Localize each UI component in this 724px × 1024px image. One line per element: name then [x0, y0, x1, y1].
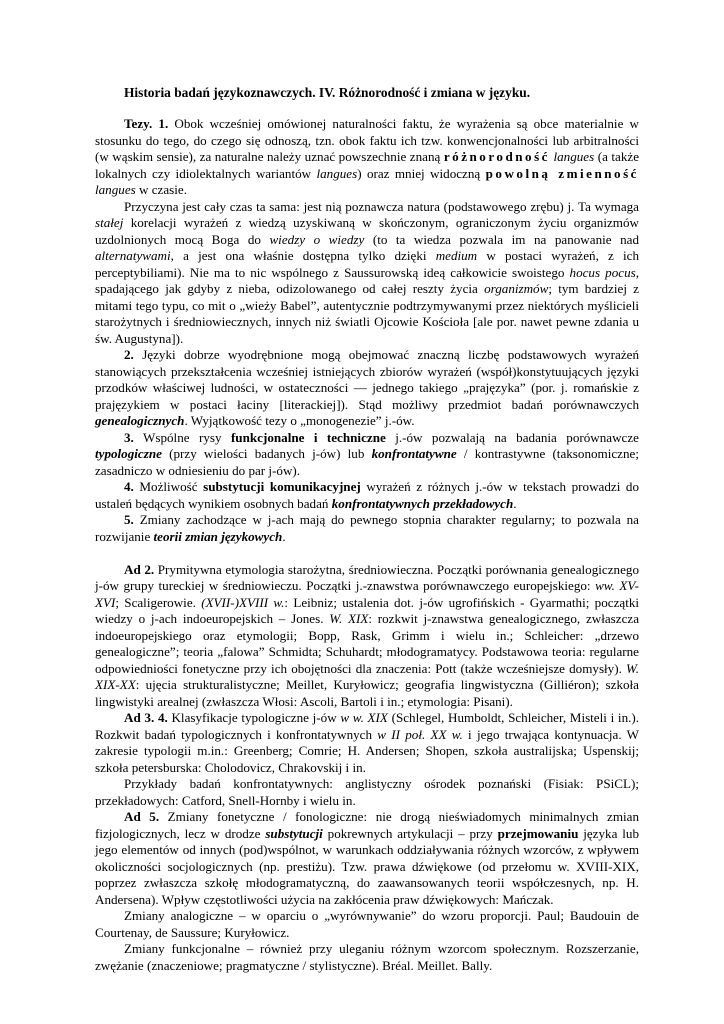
paragraph-functional-changes: Zmiany funkcjonalne – również przy uleganiu różnym wzorcom społecznym. Rozszerzanie, zwężanie (znaczeniowe; pragmatyczne / stylistyczne). Bréal. Meillet. Bally.	[95, 941, 639, 973]
paragraph-analogical-changes: Zmiany analogiczne – w oparciu o „wyrównywanie” do wzoru proporcji. Paul; Baudouin de Courtenay, de Saussure; Kuryłowicz.	[95, 908, 639, 940]
paragraph-thesis-1: Tezy. 1. Obok wcześniej omówionej naturalności faktu, że wyrażenia są obce materialnie w stosunku do tego, do czego się odnoszą, tzn. obok faktu ich tzw. konwencjonalności lub arbitralności (w wąskim sensie), za naturalne należy uznać powszechnie znaną różnorodność langues (a także lokalnych czy idiolektalnych wariantów langues) oraz mniej widoczną powolną zmienność langues w czasie.	[95, 116, 640, 197]
paragraph-ad-2: Ad 2. Prymitywna etymologia starożytna, średniowieczna. Początki porównania genealogicznego j-ów grupy tureckiej w średniowieczu. Początki j.-znawstwa porównawczego europejskiego: ww. XV-XVI; Scaligerowie. (XVII-)XVIII w.: Leibniz; ustalenia dot. j-ów ugrofińskich - Gyarmathi; początki wiedzy o j-ach indoeuropejskich – Jones. W. XIX: rozkwit j-znawstwa genealogicznego, zwłaszcza indoeuropejskiego oraz etymologii; Bopp, Rask, Grimm i wielu in.; Schleicher: „drzewo genealogiczne”; teoria „falowa” Schmidta; Schuhardt; młodogramatycy. Podstawowa teoria: regularne odpowiedniości fonetyczne przy ich obojętności dla znaczenia: Pott (także wcześniejsze domysły). W. XIX-XX: ujęcia strukturalistyczne; Meillet, Kuryłowicz; geografia lingwistyczna (Gilliéron); szkoła lingwistyki arealnej (zwłaszcza Włosi: Ascoli, Bartoli i in.; etymologia: Pisani).	[95, 561, 640, 709]
paragraph-cause: Przyczyna jest cały czas ta sama: jest nią poznawcza natura (podstawowego zrębu) j. Ta wymaga stałej korelacji wyrażeń z wiedzą uzyskiwaną w skończonym, ograniczonym życiu organizmów uzdolnionych mocą Boga do wiedzy o wiedzy (to ta wiedza pozwala im na panowanie nad alternatywami, a jest ona właśnie dostępna tylko dzięki medium w postaci wyrażeń, z ich perceptybiliami). Nie ma to nic wspólnego z Saussurowską ideą całkowicie swoistego hocus pocus, spadającego jak gdyby z nieba, odizolowanego od całej reszty życia organizmów; tym bardziej z mitami tego typu, co mit o „wieży Babel”, autentycznie podtrzymywanymi przez niektórych myślicieli starożytnych i średniowiecznych, innych niż światli Ojcowie Kościoła [ale por. nawet pewne zdania u św. Augustyna]).	[95, 198, 640, 346]
document-body	[95, 116, 639, 974]
paragraph-thesis-4: 4. Możliwość substytucji komunikacyjnej wyrażeń z różnych j.-ów w tekstach prowadzi do ustaleń będących wynikiem osobnych badań konfrontatywnych przekładowych.	[95, 479, 639, 511]
document-title: Historia badań językoznawczych. IV. Różnorodność i zmiana w języku.	[124, 85, 531, 100]
paragraph-thesis-5: 5. Zmiany zachodzące w j-ach mają do pewnego stopnia charakter regularny; to pozwala na rozwijanie teorii zmian językowych.	[95, 512, 639, 544]
paragraph-thesis-3: 3. Wspólne rysy funkcjonalne i techniczne j.-ów pozwalają na badania porównawcze typologiczne (przy wielości badanych j-ów) lub konfrontatywne / kontrastywne (taksonomiczne; zasadniczo w odniesieniu do par j-ów).	[95, 429, 639, 478]
paragraph-thesis-2: 2. Języki dobrze wyodrębnione mogą obejmować znaczną liczbę podstawowych wyrażeń stanowiących przekształcenia wcześniej istniejących zbiorów wyrażeń (współ)konstytuujących języki przodków właściwej ludności, w ostateczności — jednego takiego „prajęzyka” (por. j. romańskie z prajęzykiem w postaci łaciny [literackiej]). Stąd możliwy przedmiot badań porównawczych genealogicznych. Wyjątkowość tezy o „monogenezie” j.-ów.	[95, 347, 639, 428]
paragraph-ad-5: Ad 5. Zmiany fonetyczne / fonologiczne: nie drogą nieświadomych minimalnych zmian fizjologicznych, lecz w drodze substytucji pokrewnych artykulacji – przy przejmowaniu języka lub jego elementów od innych (pod)wspólnot, w warunkach oddziaływania różnych wzorców, z wpływem okoliczności socjologicznych (np. prestiżu). Tzw. prawa dźwiękowe (od przełomu w. XVIII-XIX, poprzez zwłaszcza szkołę młodogramatyczną, do zaawansowanych teorii współczesnych, np. H. Andersena). Wpływ częstotliwości użycia na zakłócenia praw dźwiękowych: Mańczak.	[95, 809, 639, 907]
paragraph-examples: Przykłady badań konfrontatywnych: anglistyczny ośrodek poznański (Fisiak: PSiCL); przekładowych: Catford, Snell-Hornby i wielu in.	[95, 776, 639, 808]
paragraph-ad-3-4: Ad 3. 4. Klasyfikacje typologiczne j-ów w w. XIX (Schlegel, Humboldt, Schleicher, Misteli i in.). Rozkwit badań typologicznych i konfrontatywnych w II poł. XX w. i jego trwająca kontynuacja. W zakresie typologii m.in.: Greenberg; Comrie; H. Andersen; Shopen, szkoła australijska; Uspenskij; szkoła petersburska: Cholodovicz, Chrakovskij i in.	[95, 710, 640, 775]
